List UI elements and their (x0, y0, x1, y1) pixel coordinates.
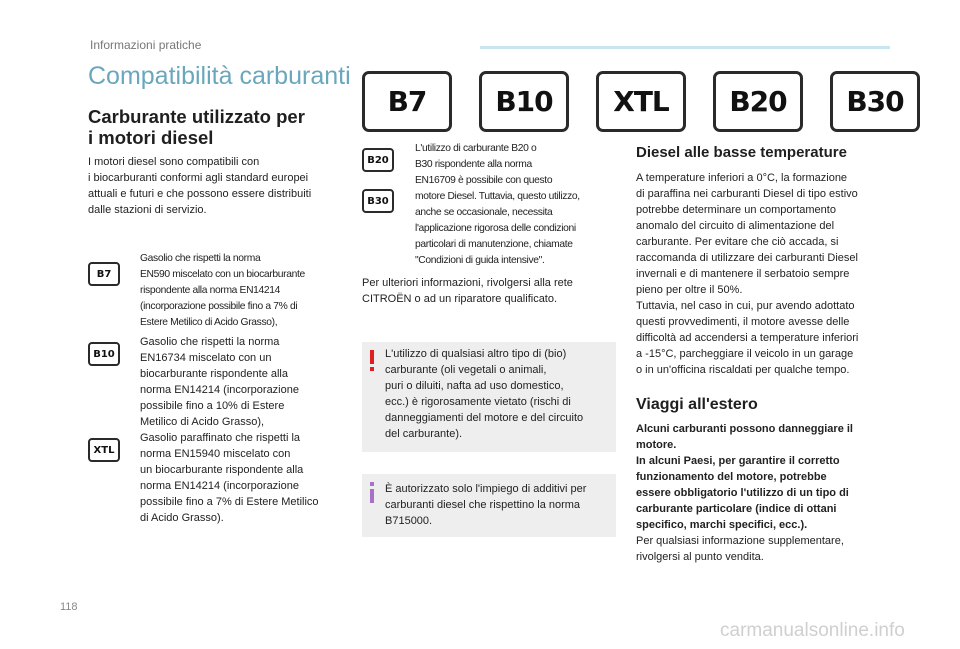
cold-line: Tuttavia, nel caso in cui, pur avendo adottato (636, 300, 855, 312)
b20-badge: B20 (362, 148, 394, 172)
warning-icon (370, 350, 374, 364)
abroad-heading: Viaggi all'estero (636, 396, 758, 413)
warning-line: carburante (oli vegetali o animali, (385, 364, 547, 376)
abroad-bold-line: essere obbligatorio l'utilizzo di un tipo di (636, 487, 849, 499)
cold-line: o in un'officina riscaldati per qualche tempo. (636, 364, 850, 376)
info-line: È autorizzato solo l'impiego di additivi per (385, 483, 587, 495)
abroad-line: Per qualsiasi informazione supplementare, (636, 535, 844, 547)
cold-line: pieno per oltre il 50%. (636, 284, 743, 296)
b7-line: (incorporazione possibile fino a 7% di (140, 301, 298, 312)
diesel-heading-line-2: i motori diesel (88, 127, 214, 148)
xtl-line: possibile fino a 7% di Estere Metilico (140, 496, 319, 508)
cold-line: raccomanda di utilizzare dei carburanti Diesel (636, 252, 858, 264)
b7-line: Estere Metilico di Acido Grasso), (140, 317, 278, 328)
diesel-heading (88, 106, 305, 148)
b7-line: Gasolio che rispetti la norma (140, 253, 261, 264)
b20-b30-description (415, 141, 615, 269)
warning-line: L'utilizzo di qualsiasi altro tipo di (bio) (385, 348, 567, 360)
abroad-bold-line: Alcuni carburanti possono danneggiare il (636, 423, 853, 435)
xtl-large-badge: XTL (596, 71, 686, 132)
abroad-bold-line: funzionamento del motore, potrebbe (636, 471, 827, 483)
warning-line: danneggiamenti del motore e del circuito (385, 412, 584, 424)
xtl-line: di Acido Grasso). (140, 512, 224, 524)
page-title: Compatibilità carburanti (88, 62, 351, 90)
abroad-bold-line: In alcuni Paesi, per garantire il corretto (636, 455, 840, 467)
cold-line: carburante. Per evitare che ciò accada, si (636, 236, 839, 248)
cold-line: di paraffina nei carburanti Diesel di tipo estivo (636, 188, 858, 200)
abroad-bold-line: motore. (636, 439, 677, 451)
b7-large-badge: B7 (362, 71, 452, 132)
warning-line: ecc.) è rigorosamente vietato (rischi di (385, 396, 571, 408)
info-text (385, 481, 610, 529)
cold-line: difficoltà ad accendersi a temperature inferiori (636, 332, 859, 344)
header-rule (480, 46, 890, 49)
cold-line: invernali e di mantenere il serbatoio sempre (636, 268, 850, 280)
xtl-line: norma EN15940 miscelato con (140, 448, 291, 460)
b30-large-badge: B30 (830, 71, 920, 132)
b10-badge: B10 (88, 342, 120, 366)
b20-line: B30 rispondente alla norma (415, 159, 532, 170)
info-line: carburanti diesel che rispettino la norma (385, 499, 581, 511)
more-info-line: Per ulteriori informazioni, rivolgersi alla rete (362, 277, 573, 289)
cold-line: A temperature inferiori a 0°C, la formazione (636, 172, 848, 184)
b7-line: rispondente alla norma EN14214 (140, 285, 281, 296)
b10-line: norma EN14214 (incorporazione (140, 384, 299, 396)
b10-line: biocarburante rispondente alla (140, 368, 288, 380)
xtl-badge: XTL (88, 438, 120, 462)
abroad-bold-text (636, 421, 896, 533)
cold-heading: Diesel alle basse temperature (636, 144, 847, 161)
abroad-line: rivolgersi al punto vendita. (636, 551, 764, 563)
warning-text (385, 346, 610, 442)
b10-description (140, 334, 350, 430)
intro-line: I motori diesel sono compatibili con (88, 156, 260, 168)
cold-line: a -15°C, parcheggiare il veicolo in un garage (636, 348, 854, 360)
cold-line: anomalo del circuito di alimentazione del (636, 220, 835, 232)
b7-line: EN590 miscelato con un biocarburante (140, 269, 305, 280)
xtl-line: norma EN14214 (incorporazione (140, 480, 299, 492)
b20-line: "Condizioni di guida intensive". (415, 255, 545, 266)
section-label: Informazioni pratiche (90, 38, 202, 52)
more-info-text (362, 275, 612, 307)
b20-line: L'utilizzo di carburante B20 o (415, 143, 537, 154)
b20-line: anche se occasionale, necessita (415, 207, 553, 218)
abroad-text (636, 533, 896, 565)
warning-icon-dot (370, 367, 374, 371)
page-number: 118 (60, 601, 78, 613)
b20-line: EN16709 è possibile con questo (415, 175, 553, 186)
intro-line: i biocarburanti conformi agli standard europei (88, 172, 309, 184)
diesel-heading-line-1: Carburante utilizzato per (88, 106, 305, 127)
b10-line: possibile fino a 10% di Estere (140, 400, 285, 412)
xtl-line: Gasolio paraffinato che rispetti la (140, 432, 300, 444)
xtl-line: un biocarburante rispondente alla (140, 464, 304, 476)
cold-line: potrebbe determinare un comportamento (636, 204, 836, 216)
intro-line: attuali e futuri e che possono essere distribuiti (88, 188, 312, 200)
cold-text (636, 170, 896, 378)
abroad-bold-line: specifico, marchi specifici, ecc.). (636, 519, 808, 531)
b20-line: l'applicazione rigorosa delle condizioni (415, 223, 576, 234)
watermark: carmanualsonline.info (720, 620, 905, 641)
warning-line: puri o diluiti, nafta ad uso domestico, (385, 380, 564, 392)
info-icon-dot (370, 482, 374, 486)
b10-line: Metilico di Acido Grasso), (140, 416, 265, 428)
b7-description (140, 251, 350, 331)
diesel-intro (88, 154, 348, 218)
b30-badge: B30 (362, 189, 394, 213)
xtl-description (140, 430, 350, 526)
b20-line: particolari di manutenzione, chiamate (415, 239, 573, 250)
b20-large-badge: B20 (713, 71, 803, 132)
b10-line: EN16734 miscelato con un (140, 352, 272, 364)
intro-line: dalle stazioni di servizio. (88, 204, 207, 216)
b10-line: Gasolio che rispetti la norma (140, 336, 280, 348)
warning-line: del carburante). (385, 428, 463, 440)
abroad-bold-line: carburante particolare (indice di ottani (636, 503, 837, 515)
more-info-line: CITROËN o ad un riparatore qualificato. (362, 293, 558, 305)
b7-badge: B7 (88, 262, 120, 286)
info-icon (370, 489, 374, 503)
b10-large-badge: B10 (479, 71, 569, 132)
b20-line: motore Diesel. Tuttavia, questo utilizzo, (415, 191, 580, 202)
cold-line: questi provvedimenti, il motore avesse delle (636, 316, 850, 328)
info-line: B715000. (385, 515, 433, 527)
